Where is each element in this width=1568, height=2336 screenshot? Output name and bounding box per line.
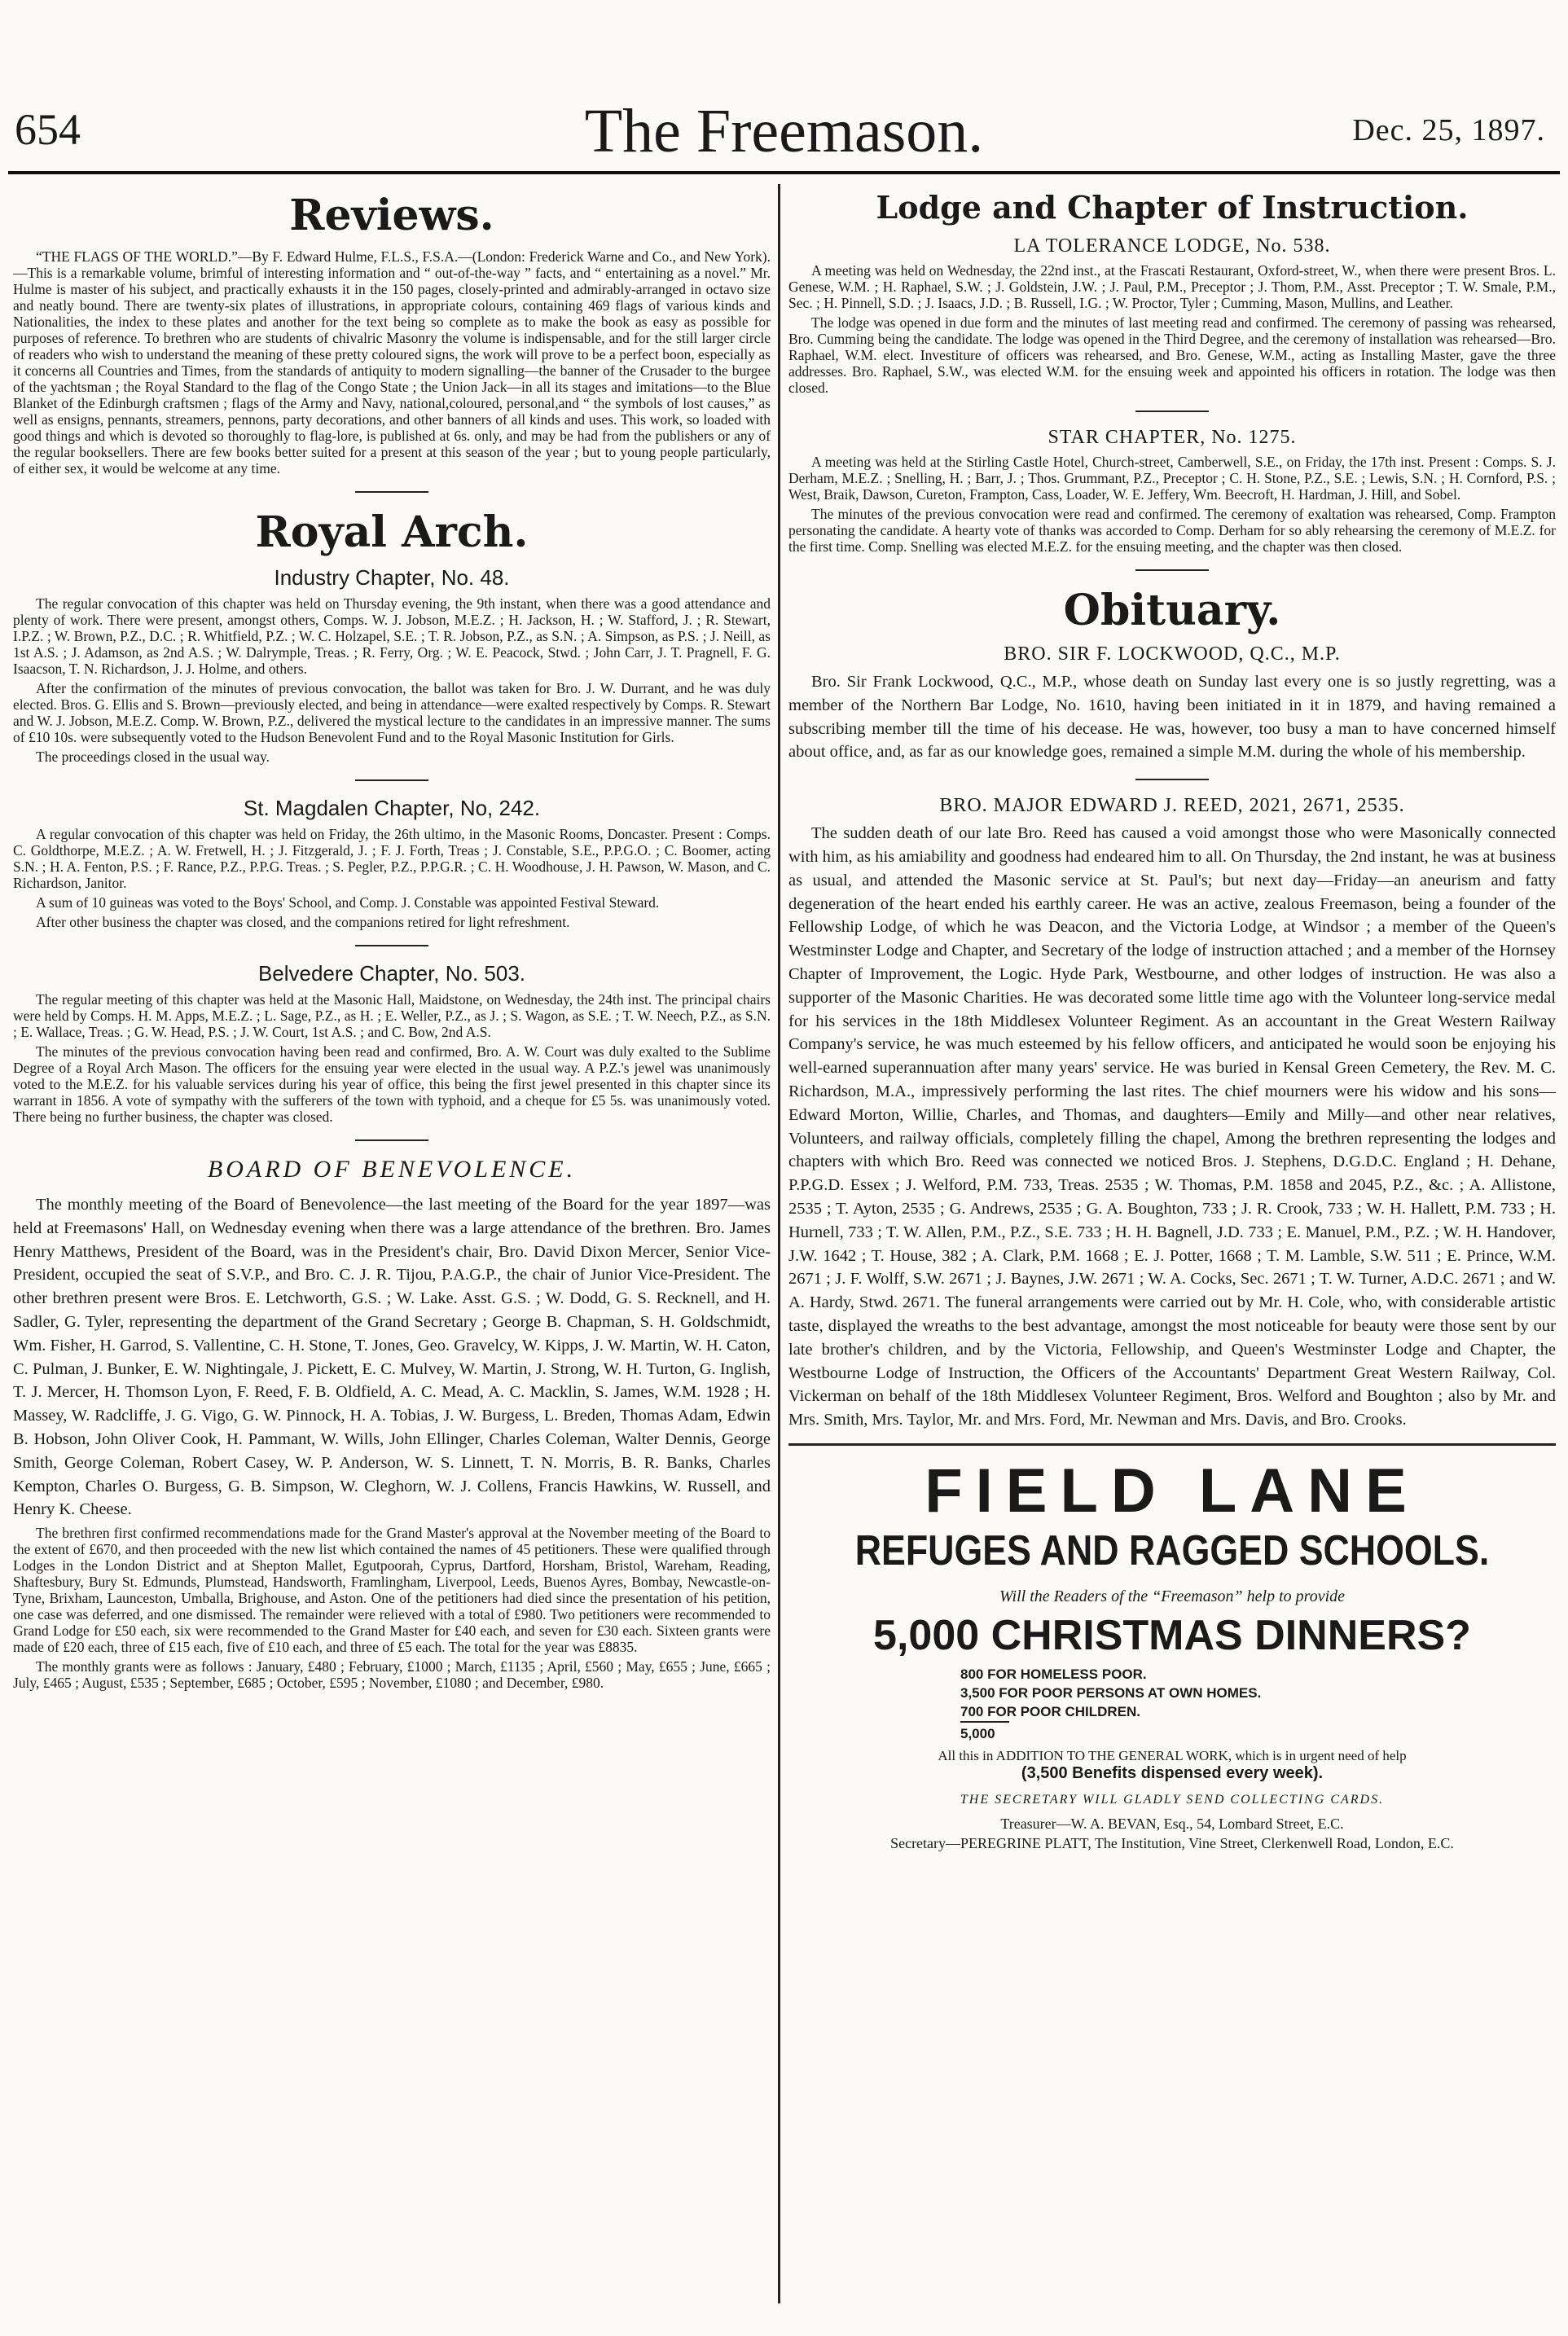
right-column: [788, 184, 1556, 2325]
star-chapter-heading: STAR CHAPTER, No. 1275.: [1048, 427, 1297, 448]
newspaper-title: The Freemason.: [584, 97, 984, 165]
separator: [1135, 411, 1209, 412]
separator: [355, 491, 428, 493]
field-lane-advert: [788, 1457, 1556, 1853]
separator: [355, 1139, 428, 1141]
industry-chapter-heading: Industry Chapter, No. 48.: [274, 565, 510, 590]
advert-title: FIELD LANE: [925, 1456, 1420, 1526]
magdalen-paragraph: After other business the chapter was closed, and the companions retired for light refreshment.: [36, 914, 570, 930]
belvedere-chapter-heading: Belvedere Chapter, No. 503.: [257, 961, 526, 986]
separator: [355, 945, 428, 946]
left-column: [13, 184, 771, 2325]
masthead-rule: [8, 171, 1560, 174]
benevolence-paragraph: The monthly grants were as follows : January, £480 ; February, £1000 ; March, £1135 ; April, £560 ; May, £655 ; June, £665 ; July, £465 ; August, £535 ; September, £685 ; October, £595 ; November, £1080 ; and December, £980.: [13, 1658, 771, 1692]
star-paragraph: A meeting was held at the Stirling Castle Hotel, Church-street, Camberwell, S.E., on Friday, the 17th inst. Present : Comps. S. J. Derham, M.E.Z. ; Snelling, H. ; Barr, J. ; Thos. Grummant, P.Z., Preceptor ; C. H. Stone, P.Z., S.E. ; Lewis, S.N. ; H. Cornford, P.S. ; West, Braik, Dawson, Cureton, Frampton, Cass, Loader, W. E. Jeffery, Wm. Beecroft, H. Hardman, J. Hill, and Sobel.: [788, 454, 1556, 503]
advert-secretary: Secretary—PEREGRINE PLATT, The Institution, Vine Street, Clerkenwell Road, London, E.C.: [890, 1834, 1454, 1851]
reed-paragraph: The sudden death of our late Bro. Reed has caused a void amongst those who were Masonically connected with him, as his amiability and goodness had endeared him to all. On Thursday, the 2nd instant, he was at business as usual, and attended the Masonic service at St. Paul's; but next day—Friday—an aneurism and fatty degeneration of the heart ended his earthly career. He was an active, zealous Freemason, being a founder of the Fellowship Lodge, of which he was Deacon, and the Victoria Lodge, at Windsor ; a member of the Queen's Westminster Lodge and Chapter, and Secretary of the lodge of instruction attached ; and a member of the Hornsey Chapter of Improvement, the Logic. Hyde Park, Westbourne, and other lodges of instruction. He was also a supporter of the Masonic Charities. He was decorated some little time ago with the Volunteer long-service medal for his services in the 18th Middlesex Volunteer Regiment. As an accountant in the Great Western Railway Company's service, he was much esteemed by his fellow officers, and anticipated he would soon be enjoying his well-earned superannuation after many years' service. He was buried in Kensal Green Cemetery, the Rev. M. C. Richardson, M.A., impressively performing the last rites. The chief mourners were his widow and his sons—Edward Morton, Willie, Charles, and Thomas, and daughters—Emily and Milly—and other near relatives, Volunteers, and railway officials, completely filling the chapel, Among the brethren representing the lodges and chapters with which Bro. Reed was connected we noticed Bros. J. Stephens, D.G.D.C. England ; H. Dehane, P.P.G.D. Essex ; J. Welford, P.M. 733, Treas. 2535 ; W. Thomas, P.M. 1858 and 2045, P.Z., &c. ; A. Allistone, 2535 ; T. Ayton, 2535 ; G. Andrews, 2535 ; G. A. Boughton, 733 ; J. R. Crook, 733 ; W. H. Hallett, P.M. 733 ; H. Hurnell, 733 ; T. W. Allen, P.M., P.Z., S.E. 733 ; H. H. Bagnell, J.D. 733 ; E. Manuel, P.M., P.Z. ; W. H. Handover, J.W. 1642 ; T. House, 382 ; A. Clark, P.M. 1668 ; E. J. Potter, 1668 ; T. M. Lamble, S.W. 511 ; E. Prince, W.M. 2671 ; J. F. Wolff, S.W. 2671 ; J. Baynes, J.W. 2671 ; W. A. Cocks, Sec. 2671 ; T. W. Turner, A.D.C. 2671 ; and W. A. Hardy, Stwd. 2671. The funeral arrangements were carried out by Mr. H. Cole, who, with considerable artistic taste, displayed the wreaths to the best advantage, amongst the most noticeable for beauty were those sent by our late brother's children, and by the Victoria, Fellowship, and Queen's Westminster Lodge and Chapter, the Westbourne Lodge of Instruction, the Officers of the Accountants' Department Great Western Railway, Col. Vickerman on behalf of the 18th Middlesex Volunteer Regiment, Bros. Welford and Boughton ; also by Mr. and Mrs. Smith, Mrs. Taylor, Mr. and Mrs. Ford, Mr. Newman and Mrs. Davis, and Bro. Crooks.: [788, 824, 1556, 1429]
advert-rule: [788, 1443, 1556, 1446]
advert-total: 5,000: [960, 1721, 1009, 1743]
issue-date: Dec. 25, 1897.: [1352, 113, 1545, 147]
belvedere-paragraph: The minutes of the previous convocation having been read and confirmed, Bro. A. W. Court was duly exalted to the Sublime Degree of a Royal Arch Mason. The officers for the ensuing year were elected in the usual way. A P.Z.'s jewel was unanimously voted to the M.E.Z. for his valuable services during his year of office, this being the first jewel presented in this chapter since its warrant in 1856. A vote of sympathy with the sufferers of the town with typhoid, and a cheque for £5 5s. was unanimously voted. There being no further business, the chapter was closed.: [13, 1043, 771, 1125]
tolerance-lodge-heading: LA TOLERANCE LODGE, No. 538.: [1013, 235, 1331, 257]
advert-item: 800 FOR HOMELESS POOR.: [960, 1666, 1147, 1682]
tolerance-paragraph: A meeting was held on Wednesday, the 22nd inst., at the Frascati Restaurant, Oxford-street, W., when there were present Bros. L. Genese, W.M. ; H. Raphael, S.W. ; J. Goldstein, J.W. ; J. Paul, P.M., Preceptor ; J. Thom, P.M., Asst. Preceptor ; T. W. Smale, P.M., Sec. ; H. Pinnell, S.D. ; J. Isaacs, J.D. ; B. Russell, I.G. ; W. Proctor, Tyler ; Cumming, Mason, Mullins, and Leather.: [788, 262, 1556, 311]
column-divider: [778, 184, 780, 2303]
page-number: 654: [15, 105, 81, 154]
magdalen-chapter-heading: St. Magdalen Chapter, No, 242.: [243, 796, 541, 820]
advert-dinners: 5,000 CHRISTMAS DINNERS?: [873, 1611, 1471, 1659]
belvedere-paragraph: The regular meeting of this chapter was held at the Masonic Hall, Maidstone, on Wednesday, the 24th inst. The principal chairs were held by Comps. H. M. Apps, M.E.Z. ; L. Sage, P.Z., as H. ; E. Weller, P.Z., as J. ; S. Wagon, as S.E. ; T. W. Neech, P.Z., as S.N. ; E. Wallace, Treas. ; G. W. Head, P.S. ; J. W. Court, 1st A.S. ; and C. Bow, 2nd A.S.: [13, 991, 771, 1040]
tolerance-paragraph: The lodge was opened in due form and the minutes of last meeting read and confirmed. The ceremony of passing was rehearsed, Bro. Cumming being the candidate. The lodge was opened in the Third Degree, and the ceremony of installation was rehearsed—Bro. Raphael, W.M. elect. Investiture of officers was rehearsed, and Bro. Genese, W.M., acting as Installing Master, gave the three addresses. Bro. Raphael, S.W., was elected W.M. for the ensuing week and appointed his officers in rotation. The lodge was then closed.: [788, 314, 1556, 396]
advert-item: 3,500 FOR POOR PERSONS AT OWN HOMES.: [960, 1684, 1262, 1701]
advert-benefits: (3,500 Benefits dispensed every week).: [1021, 1763, 1324, 1782]
masthead: [0, 0, 1568, 165]
obituary-heading: Obituary.: [1063, 586, 1281, 635]
magdalen-paragraph: A regular convocation of this chapter was held on Friday, the 26th ultimo, in the Masonic Rooms, Doncaster. Present : Comps. C. Goldthorpe, M.E.Z. ; A. W. Fretwell, H. ; J. Fitzgerald, J. ; F. J. Forth, Treas ; J. Constable, S.E., P.P.G.O. ; C. Boomer, acting S.N. ; H. A. Fenton, P.S. ; F. Rance, P.Z., P.P.G. Treas. ; S. Pegler, P.Z., P.P.G.R. ; C. H. Woodhouse, J. H. Pawson, W. Mason, and C. Richardson, Janitor.: [13, 826, 771, 891]
benevolence-heading: BOARD OF BENEVOLENCE.: [207, 1156, 577, 1183]
instruction-heading: Lodge and Chapter of Instruction.: [876, 189, 1469, 226]
reed-heading: BRO. MAJOR EDWARD J. REED, 2021, 2671, 2535.: [939, 795, 1405, 817]
separator: [355, 779, 428, 781]
industry-paragraph: After the confirmation of the minutes of previous convocation, the ballot was taken for Bro. J. W. Durrant, and he was duly elected. Bros. G. Ellis and S. Brown—previously elected, and being in attendance—were exalted respectively by Comps. R. Stewart and W. J. Jobson, M.E.Z. Comp. W. Brown, P.Z., delivered the mystical lecture to the candidates in an impressive manner. The sums of £10 10s. were subsequently voted to the Hudson Benevolent Fund and to the Royal Masonic Institution for Girls.: [13, 680, 771, 745]
reviews-heading: Reviews.: [289, 191, 494, 240]
benevolence-paragraph: The monthly meeting of the Board of Benevolence—the last meeting of the Board for the year 1897—was held at Freemasons' Hall, on Wednesday evening when there was a large attendance of the brethren. Bro. James Henry Matthews, President of the Board, was in the President's chair, Bro. David Dixon Mercer, Senior Vice-President, occupied the seat of S.V.P., and Bro. C. J. R. Tijou, P.A.G.P., the chair of Junior Vice-President. The other brethren present were Bros. E. Letchworth, G.S. ; W. Lake. Asst. G.S. ; W. Dodd, G. S. Recknell, and H. Sadler, G. Tyler, representing the department of the Grand Secretary ; George B. Chapman, S. H. Goldschmidt, Wm. Fisher, H. Garrod, S. Vallentine, C. H. Stone, T. Jones, Geo. Gravelcy, W. Kipps, J. W. Martin, W. H. Caton, C. Pulman, J. Bunker, E. W. Nightingale, J. Pickett, E. C. Mulvey, W. Martin, J. Strong, W. H. Turton, G. Inglish, T. J. Mercer, H. Thomson Lyon, F. Reed, F. B. Oldfield, A. C. Mead, A. C. Macklin, S. James, W.M. 1928 ; H. Massey, W. Radcliffe, J. G. Vigo, G. W. Pinnock, H. A. Tobias, J. W. Burgess, L. Breden, Thomas Adam, Edwin B. Hobson, John Oliver Cook, H. Pammant, W. Wills, John Ellinger, Charles Coleman, Walter Dennis, George Smith, George Coleman, Robert Casey, W. P. Anderson, W. S. Linnett, T. N. Morris, B. R. Banks, Charles Kempton, Charles O. Burgess, G. B. Simpson, W. Cleghorn, W. J. Collens, Francis Hawkins, W. Russell, and Henry K. Cheese.: [13, 1196, 771, 1519]
royal-arch-heading: Royal Arch.: [255, 507, 529, 557]
magdalen-paragraph: A sum of 10 guineas was voted to the Boys' School, and Comp. J. Constable was appointed Festival Steward.: [36, 894, 660, 911]
advert-item: 700 FOR POOR CHILDREN.: [960, 1703, 1141, 1719]
industry-paragraph: The regular convocation of this chapter was held on Thursday evening, the 9th instant, when there was a good attendance and plenty of work. There were present, amongst others, Comps. W. J. Jobson, M.E.Z. ; H. Jackson, H. ; W. Stafford, J. ; R. Stewart, I.P.Z. ; W. Brown, P.Z., D.C. ; R. Whitfield, P.Z. ; W. C. Holzapel, S.E. ; T. R. Jobson, P.Z., as S.N. ; A. Simpson, as P.S. ; J. Neill, as 1st A.S. ; J. Adamson, as 2nd A.S. ; W. Dalrymple, Treas. ; R. Ferry, Org. ; W. E. Peacock, Stwd. ; John Carr, J. T. Pragnell, F. G. Isaacson, T. N. Richardson, J. J. Holme, and others.: [13, 595, 771, 677]
advert-addition: All this in ADDITION TO THE GENERAL WORK, which is in urgent need of help: [938, 1747, 1407, 1763]
advert-breakdown: [960, 1665, 1384, 1743]
separator: [1135, 569, 1209, 571]
industry-paragraph: The proceedings closed in the usual way.: [36, 749, 270, 765]
advert-treasurer: Treasurer—W. A. BEVAN, Esq., 54, Lombard Street, E.C.: [1000, 1815, 1344, 1832]
star-paragraph: The minutes of the previous convocation were read and confirmed. The ceremony of exaltation was rehearsed, Comp. Frampton personating the candidate. A hearty vote of thanks was accorded to Comp. Derham for so ably rehearsing the ceremony of M.E.Z. for the first time. Comp. Snelling was elected M.E.Z. for the ensuing meeting, and the chapter was then closed.: [788, 506, 1556, 555]
lockwood-heading: BRO. SIR F. LOCKWOOD, Q.C., M.P.: [1004, 643, 1341, 665]
reviews-text: “THE FLAGS OF THE WORLD.”—By F. Edward Hulme, F.L.S., F.S.A.—(London: Frederick Warne and Co., and New York).—This is a remarkable volume, brimful of interesting information and “ out-of-the-way ” facts, and “ entertaining as a novel.” Mr. Hulme is master of his subject, and practically exhausts it in the 150 pages, closely-printed and admirably-arranged in octavo size and neatly bound. There are twenty-six plates of illustrations, in appropriate colours, containing 469 flags of various kinds and Nationalities, the index to these plates and another for the text being so complete as to make the book as easy as possible for purposes of reference. To brethren who are students of chivalric Masonry the volume is indispensable, and for the still larger circle of readers who wish to understand the meaning of these pretty coloured signs, the work will prove to be a perfect boon, especially as it concerns all Countries and Times, from the standards of antiquity to modern signalling—the banner of the Crusader to the burgee of the yachtsman ; the Royal Standard to the flag of the Congo State ; the Union Jack—in all its stages and imitations—to the Blue Blanket of the Edinburgh craftsmen ; flags of the Army and Navy, national,coloured, personal,and “ the symbols of lost causes,” as well as ensigns, pennants, streamers, pennons, party decorations, and other banners of all kinds and uses. This work, so loaded with good things and which is devoted so thoroughly to flag-lore, is published at 6s. only, and may be had from the publishers or any of the regular booksellers. There are few books better suited for a present at this season of the year ; but to young people particularly, of either sex, it would be welcome at any time.: [13, 248, 771, 476]
advert-cards: THE SECRETARY WILL GLADLY SEND COLLECTING CARDS.: [960, 1792, 1385, 1807]
lockwood-paragraph: Bro. Sir Frank Lockwood, Q.C., M.P., whose death on Sunday last every one is so justly regretting, was a member of the Northern Bar Lodge, No. 1610, having been initiated in it in 1879, and having remained a subscribing member till the time of his decease. He was, however, too busy a man to have concerned himself about office, and, as far as our knowledge goes, remained a simple M.M. during the whole of his membership.: [788, 673, 1556, 762]
benevolence-paragraph: The brethren first confirmed recommendations made for the Grand Master's approval at the November meeting of the Board to the extent of £670, and then proceeded with the new list which contained the names of 45 petitioners. These were qualified through Lodges in the London District and at Shepton Mallet, Egutpoorah, Cyprus, Dartford, Horsham, Bristol, Wareham, Reading, Shaftesbury, Bury St. Edmunds, Plumstead, Handsworth, Framlingham, Liverpool, Leeds, Buenos Ayres, Bombay, Newcastle-on-Tyne, Brixham, Launceston, Umballa, Brighouse, and Aston. One of the petitioners had died since the presentation of his petition, one case was deferred, and one dismissed. The remainder were relieved with a total of £980. Two petitioners were recommended to Grand Lodge for £50 each, six were recommended to the Grand Master for £40 each, and seven for £30 each. Sixteen grants were made of £20 each, three of £15 each, five of £10 each, and three of £5 each. The total for the year was £8835.: [13, 1525, 771, 1656]
advert-subtitle: REFUGES AND RAGGED SCHOOLS.: [854, 1526, 1490, 1574]
separator: [1135, 779, 1209, 780]
advert-appeal: Will the Readers of the “Freemason” help to provide: [999, 1587, 1345, 1605]
